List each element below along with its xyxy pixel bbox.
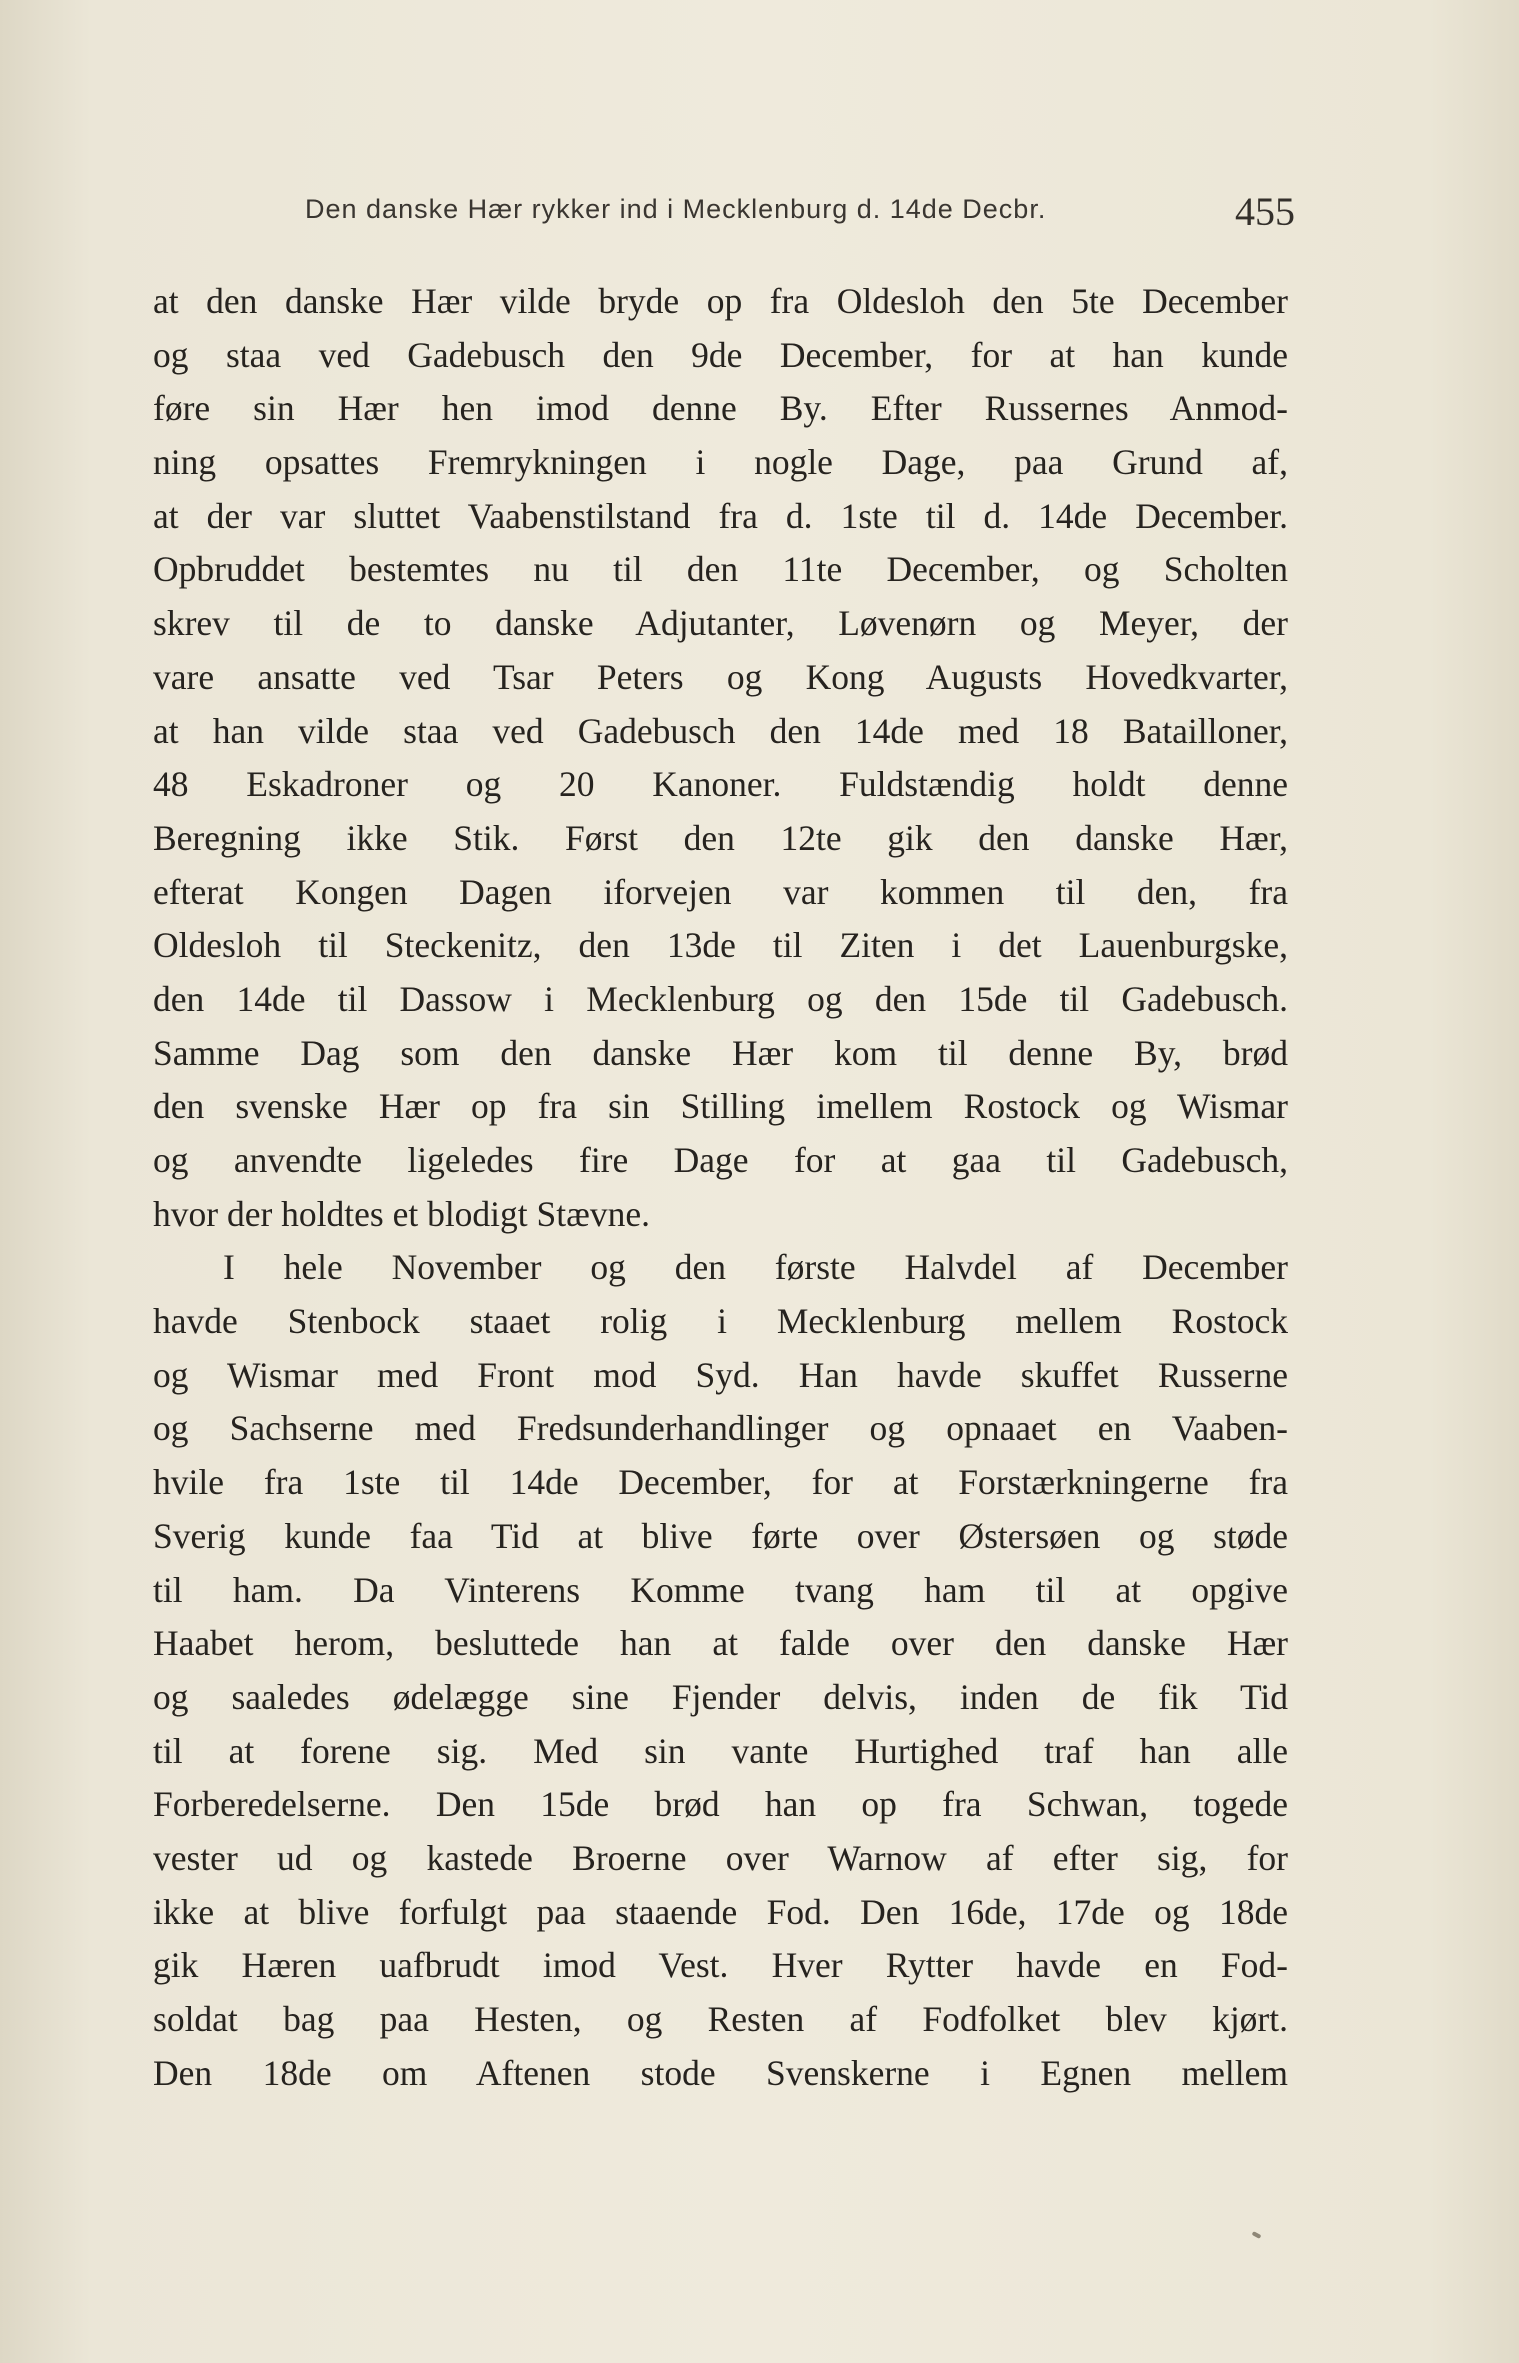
text-line: den svenske Hær op fra sin Stilling imellem Rostock og Wismar (153, 1086, 1288, 1127)
page-header (305, 188, 1295, 238)
text-line: og Sachserne med Fredsunderhandlinger og opnaaet en Vaaben- (153, 1408, 1288, 1449)
text-line: at den danske Hær vilde bryde op fra Oldesloh den 5te December (153, 281, 1288, 321)
text-line: vester ud og kastede Broerne over Warnow af efter sig, for (153, 1837, 1288, 1878)
text-line: og staa ved Gadebusch den 9de December, for at han kunde (153, 334, 1288, 375)
text-line: og saaledes ødelægge sine Fjender delvis, inden de fik Tid (153, 1676, 1288, 1717)
text-line: hvile fra 1ste til 14de December, for at Forstærkningerne fra (153, 1462, 1288, 1503)
text-line: Sverig kunde faa Tid at blive førte over Østersøen og støde (153, 1515, 1288, 1556)
text-line: hvor der holdtes et blodigt Stævne. (153, 1193, 650, 1234)
text-line: til ham. Da Vinterens Komme tvang ham til at opgive (153, 1569, 1288, 1610)
text-line: til at forene sig. Med sin vante Hurtighed traf han alle (153, 1730, 1288, 1771)
text-line: og anvendte ligeledes fire Dage for at gaa til Gadebusch, (153, 1140, 1288, 1180)
text-line: soldat bag paa Hesten, og Resten af Fodfolket blev kjørt. (153, 1999, 1288, 2039)
text-line: den 14de til Dassow i Mecklenburg og den 15de til Gadebusch. (153, 978, 1288, 1019)
paragraph (153, 1241, 1288, 2100)
paragraph (153, 275, 1288, 1241)
text-line: Oldesloh til Steckenitz, den 13de til Ziten i det Lauenburgske, (153, 925, 1288, 966)
text-line: Samme Dag som den danske Hær kom til denne By, brød (153, 1032, 1288, 1073)
text-line: Opbruddet bestemtes nu til den 11te December, og Scholten (153, 549, 1288, 590)
text-line: føre sin Hær hen imod denne By. Efter Russernes Anmod- (153, 388, 1288, 429)
text-line: Den 18de om Aftenen stode Svenskerne i Egnen mellem (153, 2052, 1288, 2093)
text-line: efterat Kongen Dagen iforvejen var kommen til den, fra (153, 871, 1288, 912)
text-line: gik Hæren uafbrudt imod Vest. Hver Rytter havde en Fod- (153, 1945, 1288, 1986)
text-line: ikke at blive forfulgt paa staaende Fod. Den 16de, 17de og 18de (153, 1891, 1288, 1932)
text-line: ning opsattes Fremrykningen i nogle Dage, paa Grund af, (153, 442, 1288, 483)
text-line: skrev til de to danske Adjutanter, Løvenørn og Meyer, der (153, 603, 1288, 644)
paper-speck (1252, 2231, 1262, 2239)
page-number: 455 (1235, 189, 1295, 234)
text-line: at der var sluttet Vaabenstilstand fra d. 1ste til d. 14de December. (153, 495, 1288, 536)
text-line: vare ansatte ved Tsar Peters og Kong Augusts Hovedkvarter, (153, 656, 1288, 697)
text-line: 48 Eskadroner og 20 Kanoner. Fuldstændig holdt denne (153, 764, 1288, 805)
running-head: Den danske Hær rykker ind i Mecklenburg d. 14de Decbr. (305, 194, 1047, 224)
text-line: I hele November og den første Halvdel af December (223, 1247, 1288, 1288)
text-line: Beregning ikke Stik. Først den 12te gik den danske Hær, (153, 817, 1288, 858)
text-line: og Wismar med Front mod Syd. Han havde skuffet Russerne (153, 1354, 1288, 1395)
text-line: havde Stenbock staaet rolig i Mecklenburg mellem Rostock (153, 1301, 1288, 1342)
body-text (153, 275, 1288, 2100)
text-line: Haabet herom, besluttede han at falde over den danske Hær (153, 1623, 1288, 1664)
text-line: at han vilde staa ved Gadebusch den 14de med 18 Batailloner, (153, 710, 1288, 751)
text-line: Forberedelserne. Den 15de brød han op fra Schwan, togede (153, 1784, 1288, 1825)
